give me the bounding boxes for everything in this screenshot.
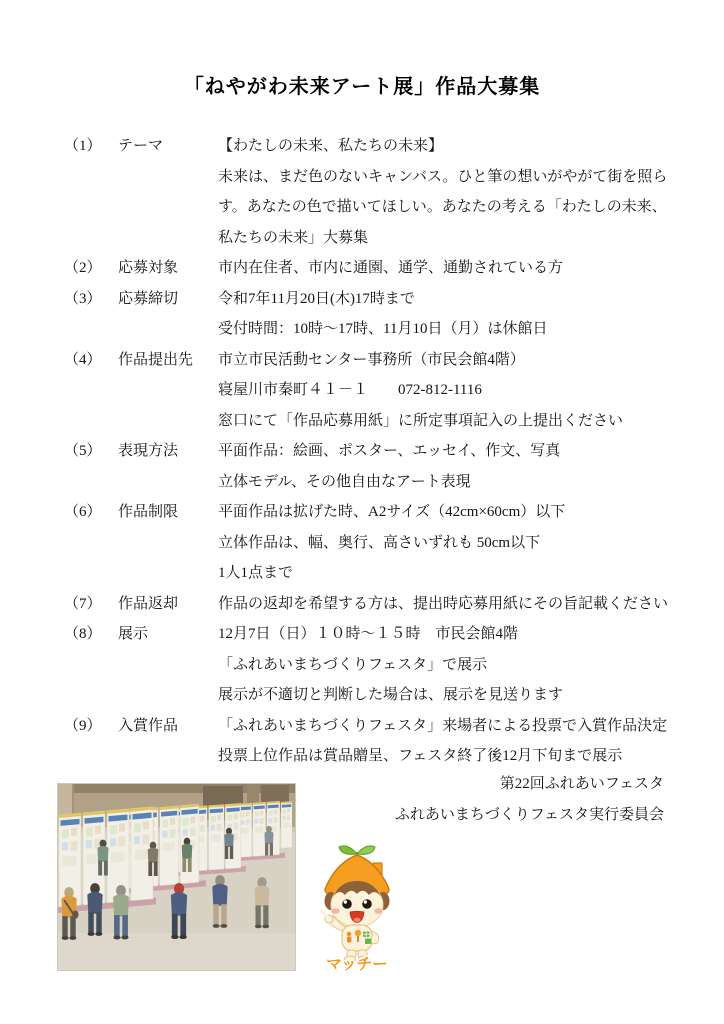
item-6-content-line-1: 平面作品は拡げた時、A2サイズ（42cm×60cm）以下 bbox=[218, 504, 566, 520]
item-6-content-line-2: 立体作品は、幅、奥行、高さいずれも 50cm以下 bbox=[218, 534, 541, 551]
item-4-content-line-2: 寝屋川市秦町４１－１ 072-812-1116 bbox=[218, 382, 482, 398]
item-6-line-2 bbox=[0, 531, 724, 562]
item-3-content-line-2: 受付時間：10時～17時、11月10日（月）は休館日 bbox=[218, 321, 548, 337]
item-2-number: （2） bbox=[64, 260, 102, 276]
item-8-content-line-2: 「ふれあいまちづくりフェスタ」で展示 bbox=[218, 656, 488, 673]
item-9-line-2 bbox=[0, 744, 724, 775]
item-4-line-2 bbox=[0, 378, 724, 409]
item-4-number: （4） bbox=[64, 351, 102, 368]
item-6-line-1 bbox=[0, 500, 724, 531]
item-2-content-line-1: 市内在住者、市内に通園、通学、通勤されている方 bbox=[218, 260, 564, 276]
item-1-line-1 bbox=[0, 134, 724, 165]
committee-line: ふれあいまちづくりフェスタ実行委員会 bbox=[394, 807, 664, 823]
item-2-line-1 bbox=[0, 256, 724, 287]
mascot-name-label: マッチー bbox=[326, 956, 388, 971]
item-1-line-4 bbox=[0, 226, 724, 257]
page-title: 「ねやがわ未来アート展」作品大募集 bbox=[183, 76, 541, 98]
festival-edition-line: 第22回ふれあいフェスタ bbox=[499, 776, 664, 792]
item-7-content-line-1: 作品の返却を希望する方は、提出時応募用紙にその旨記載ください bbox=[218, 595, 669, 612]
item-5-number: （5） bbox=[64, 443, 102, 459]
item-1-line-3 bbox=[0, 195, 724, 226]
item-1-content-line-2: 未来は、まだ色のないキャンバス。ひと筆の想いがやがて街を照ら bbox=[218, 168, 668, 185]
item-8-line-2 bbox=[0, 653, 724, 684]
item-5-content-line-2: 立体モデル、その他自由なアート表現 bbox=[218, 473, 471, 490]
item-7-number: （7） bbox=[64, 595, 102, 612]
item-5-line-1 bbox=[0, 439, 724, 470]
item-3-label: 応募締切 bbox=[118, 290, 179, 307]
item-1-content-line-3: す。あなたの色で描いてほしい。あなたの考える「わたしの未来、 bbox=[218, 199, 667, 215]
item-8-line-3 bbox=[0, 683, 724, 714]
item-9-number: （9） bbox=[64, 717, 102, 734]
item-3-line-1 bbox=[0, 287, 724, 318]
item-1-content-line-1: 【わたしの未来、私たちの未来】 bbox=[218, 138, 444, 154]
item-9-content-line-1: 「ふれあいまちづくりフェスタ」来場者による投票で入賞作品決定 bbox=[218, 717, 668, 734]
item-9-content-line-2: 投票上位作品は賞品贈呈、フェスタ終了後12月下旬まで展示 bbox=[218, 748, 623, 764]
item-8-line-1 bbox=[0, 622, 724, 653]
item-6-line-3 bbox=[0, 561, 724, 592]
mascot-matchy bbox=[314, 841, 400, 971]
item-4-content-line-3: 窓口にて「作品応募用紙」に所定事項記入の上提出ください bbox=[218, 412, 624, 429]
item-3-line-2 bbox=[0, 317, 724, 348]
item-8-content-line-3: 展示が不適切と判断した場合は、展示を見送ります bbox=[218, 687, 564, 703]
item-4-line-1 bbox=[0, 348, 724, 379]
item-8-label: 展示 bbox=[118, 626, 149, 642]
item-5-label: 表現方法 bbox=[118, 443, 179, 459]
item-2-label: 応募対象 bbox=[118, 260, 179, 276]
item-3-number: （3） bbox=[64, 290, 102, 307]
item-8-content-line-1: 12月7日（日）１０時～１５時 市民会館4階 bbox=[218, 626, 519, 642]
exhibition-hall-photo bbox=[57, 783, 296, 971]
item-6-label: 作品制限 bbox=[118, 504, 179, 520]
item-1-content-line-4: 私たちの未来」大募集 bbox=[218, 229, 369, 246]
item-1-label: テーマ bbox=[118, 138, 164, 154]
item-7-label: 作品返却 bbox=[118, 595, 179, 612]
item-7-line-1 bbox=[0, 592, 724, 623]
item-3-content-line-1: 令和7年11月20日(木)17時まで bbox=[218, 290, 415, 307]
items-list bbox=[0, 134, 724, 775]
item-9-label: 入賞作品 bbox=[118, 717, 179, 734]
item-4-content-line-1: 市立市民活動センター事務所（市民会館4階） bbox=[218, 351, 525, 368]
item-1-number: （1） bbox=[64, 138, 102, 154]
item-4-line-3 bbox=[0, 409, 724, 440]
item-8-number: （8） bbox=[64, 626, 102, 642]
item-1-line-2 bbox=[0, 165, 724, 196]
item-6-number: （6） bbox=[64, 504, 102, 520]
item-6-content-line-3: 1人1点まで bbox=[218, 565, 294, 581]
item-4-label: 作品提出先 bbox=[118, 351, 194, 368]
item-9-line-1 bbox=[0, 714, 724, 745]
item-5-content-line-1: 平面作品：絵画、ポスター、エッセイ、作文、写真 bbox=[218, 443, 561, 459]
item-5-line-2 bbox=[0, 470, 724, 501]
